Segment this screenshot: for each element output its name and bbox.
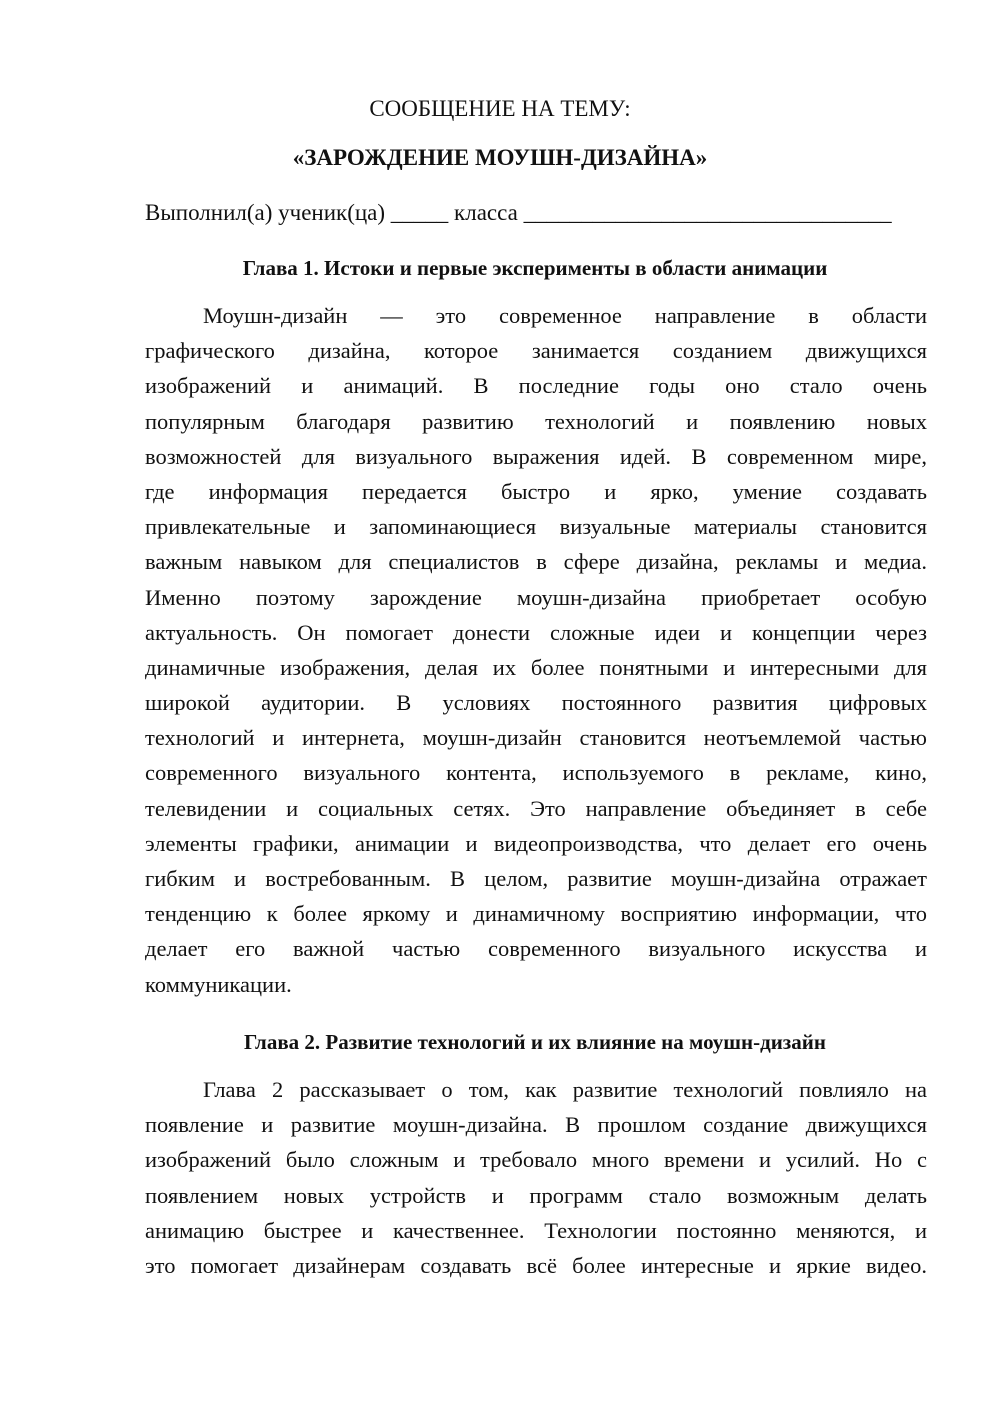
paragraph-line: Моушн-дизайн — это современное направление в области	[203, 303, 927, 328]
chapter-2-paragraph	[145, 1072, 927, 1283]
paragraph-line: элементы графики, анимации и видеопроизводства, что делает его очень	[145, 830, 927, 856]
paragraph-line: делает его важной частью современного визуального искусства и	[145, 936, 927, 962]
paragraph-line: Именно поэтому зарождение моушн-дизайна приобретает особую	[145, 584, 927, 610]
document-title: «ЗАРОЖДЕНИЕ МОУШН-ДИЗАЙНА»	[292, 145, 708, 170]
paragraph-line: возможностей для визуального выражения идей. В современном мире,	[145, 443, 927, 469]
paragraph-line: широкой аудитории. В условиях постоянного развития цифровых	[145, 690, 927, 716]
paragraph-line: привлекательные и запоминающиеся визуальные материалы становится	[145, 514, 927, 540]
chapter-1-heading: Глава 1. Истоки и первые эксперименты в области анимации	[242, 256, 828, 280]
paragraph-line: динамичные изображения, делая их более понятными и интересными для	[145, 654, 927, 680]
chapter-2-heading: Глава 2. Развитие технологий и их влияние на моушн-дизайн	[244, 1030, 826, 1054]
paragraph-line: гибким и востребованным. В целом, развитие моушн-дизайна отражает	[145, 866, 927, 891]
paragraph-line: телевидении и социальных сетях. Это направление объединяет в себе	[145, 795, 927, 821]
paragraph-line: Глава 2 рассказывает о том, как развитие технологий повлияло на	[203, 1077, 927, 1102]
paragraph-line: изображений было сложным и требовало много времени и усилий. Но с	[145, 1147, 927, 1173]
paragraph-line: анимацию быстрее и качественнее. Технологии постоянно меняются, и	[145, 1217, 927, 1243]
paragraph-line: важным навыком для специалистов в сфере дизайна, рекламы и медиа.	[145, 549, 927, 575]
paragraph-line: это помогает дизайнерам создавать всё более интересные и яркие видео.	[145, 1252, 927, 1278]
author-line: Выполнил(а) ученик(ца) _____ класса ________________________________	[145, 200, 892, 225]
paragraph-line: графического дизайна, которое занимается созданием движущихся	[145, 338, 927, 364]
paragraph-line: технологий и интернета, моушн-дизайн становится неотъемлемой частью	[145, 725, 927, 751]
document-title-prefix: СООБЩЕНИЕ НА ТЕМУ:	[369, 96, 631, 121]
paragraph-line: актуальность. Он помогает донести сложные идеи и концепции через	[145, 619, 927, 645]
paragraph-line: где информация передается быстро и ярко, умение создавать	[145, 478, 927, 504]
paragraph-line: современного визуального контента, используемого в рекламе, кино,	[145, 760, 927, 786]
paragraph-line: популярным благодаря развитию технологий и появлению новых	[145, 408, 927, 434]
chapter-1-paragraph	[145, 298, 927, 1002]
paragraph-line: коммуникации.	[145, 971, 292, 997]
paragraph-line: появление и развитие моушн-дизайна. В прошлом создание движущихся	[145, 1112, 927, 1138]
paragraph-line: изображений и анимаций. В последние годы оно стало очень	[145, 373, 927, 399]
paragraph-line: тенденцию к более яркому и динамичному восприятию информации, что	[145, 901, 927, 927]
paragraph-line: появлением новых устройств и программ стало возможным делать	[145, 1182, 927, 1208]
